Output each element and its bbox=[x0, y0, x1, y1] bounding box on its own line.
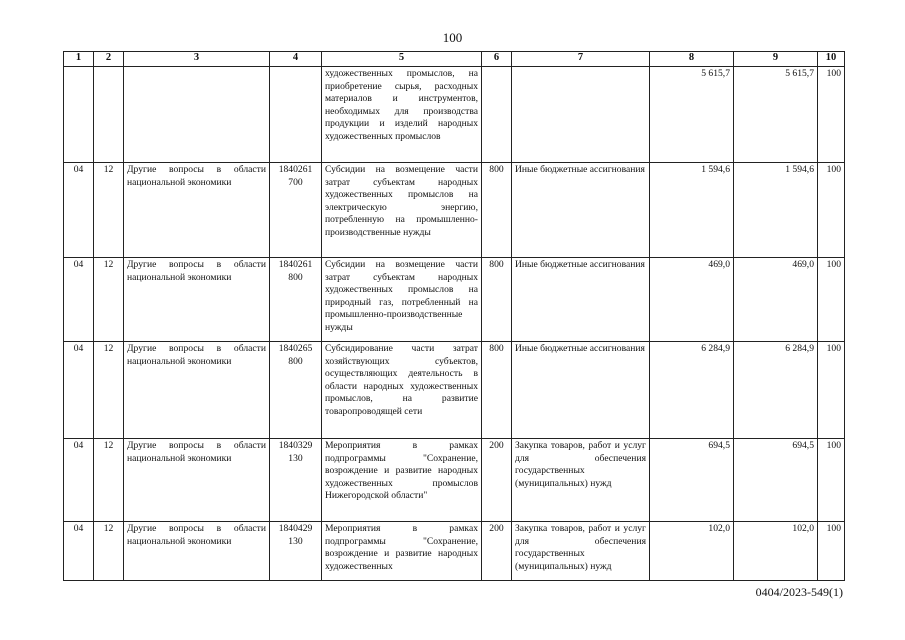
expense-type-name: Закупка товаров, работ и услуг для обеспечения государственных (муниципальных) нужд bbox=[512, 522, 650, 581]
table-row bbox=[64, 258, 845, 342]
amount-planned: 1 594,6 bbox=[650, 163, 734, 258]
amount-executed: 469,0 bbox=[734, 258, 818, 342]
section-code: 04 bbox=[64, 163, 94, 258]
expense-type-code bbox=[482, 67, 512, 163]
subsection-code: 12 bbox=[94, 258, 124, 342]
document-code: 0404/2023-549(1) bbox=[755, 585, 843, 599]
target-article bbox=[270, 67, 322, 163]
amount-planned: 102,0 bbox=[650, 522, 734, 581]
subsection-code: 12 bbox=[94, 342, 124, 439]
expense-type-name: Иные бюджетные ассигнования bbox=[512, 342, 650, 439]
table-row bbox=[64, 439, 845, 522]
article-description: Субсидии на возмещение части затрат субъектам народных художественных промыслов на природный газ, потребленный на промышленно-производственные нужды bbox=[322, 258, 482, 342]
percent-executed: 100 bbox=[818, 67, 845, 163]
expense-type-code: 200 bbox=[482, 522, 512, 581]
amount-planned: 5 615,7 bbox=[650, 67, 734, 163]
section-name: Другие вопросы в области национальной экономики bbox=[124, 258, 270, 342]
percent-executed: 100 bbox=[818, 258, 845, 342]
header-row bbox=[64, 52, 845, 67]
percent-executed: 100 bbox=[818, 163, 845, 258]
amount-executed: 6 284,9 bbox=[734, 342, 818, 439]
expense-type-code: 800 bbox=[482, 163, 512, 258]
subsection-code bbox=[94, 67, 124, 163]
table-row bbox=[64, 163, 845, 258]
header-col-4: 4 bbox=[270, 52, 322, 67]
amount-executed: 5 615,7 bbox=[734, 67, 818, 163]
table-row bbox=[64, 67, 845, 163]
percent-executed: 100 bbox=[818, 342, 845, 439]
percent-executed: 100 bbox=[818, 522, 845, 581]
expense-type-name: Иные бюджетные ассигнования bbox=[512, 258, 650, 342]
expense-type-name: Закупка товаров, работ и услуг для обеспечения государственных (муниципальных) нужд bbox=[512, 439, 650, 522]
subsection-code: 12 bbox=[94, 163, 124, 258]
page-number: 100 bbox=[442, 30, 463, 45]
header-col-1: 1 bbox=[64, 52, 94, 67]
article-description: Субсидирование части затрат хозяйствующих субъектов, осуществляющих деятельность в области народных художественных промыслов, на развитие товаропроводящей сети bbox=[322, 342, 482, 439]
article-description: художественных промыслов, на приобретение сырья, расходных материалов и инструментов, необходимых для производства продукции и изделий народных художественных промыслов bbox=[322, 67, 482, 163]
budget-table bbox=[63, 51, 845, 581]
subsection-code: 12 bbox=[94, 522, 124, 581]
percent-executed: 100 bbox=[818, 439, 845, 522]
header-col-7: 7 bbox=[512, 52, 650, 67]
expense-type-code: 200 bbox=[482, 439, 512, 522]
section-code bbox=[64, 67, 94, 163]
amount-executed: 102,0 bbox=[734, 522, 818, 581]
subsection-code: 12 bbox=[94, 439, 124, 522]
article-description: Мероприятия в рамках подпрограммы "Сохранение, возрождение и развитие народных художественных промыслов Нижегородской области" bbox=[322, 439, 482, 522]
expense-type-code: 800 bbox=[482, 342, 512, 439]
target-article: 1840429 130 bbox=[270, 522, 322, 581]
article-description: Мероприятия в рамках подпрограммы "Сохранение, возрождение и развитие народных художественных bbox=[322, 522, 482, 581]
target-article: 1840261 700 bbox=[270, 163, 322, 258]
section-name bbox=[124, 67, 270, 163]
header-col-3: 3 bbox=[124, 52, 270, 67]
header-col-5: 5 bbox=[322, 52, 482, 67]
table-row bbox=[64, 342, 845, 439]
amount-planned: 469,0 bbox=[650, 258, 734, 342]
section-name: Другие вопросы в области национальной экономики bbox=[124, 439, 270, 522]
section-code: 04 bbox=[64, 522, 94, 581]
amount-planned: 694,5 bbox=[650, 439, 734, 522]
section-code: 04 bbox=[64, 342, 94, 439]
amount-executed: 694,5 bbox=[734, 439, 818, 522]
header-col-10: 10 bbox=[818, 52, 845, 67]
expense-type-name: Иные бюджетные ассигнования bbox=[512, 163, 650, 258]
section-code: 04 bbox=[64, 439, 94, 522]
table-row bbox=[64, 522, 845, 581]
header-col-2: 2 bbox=[94, 52, 124, 67]
amount-executed: 1 594,6 bbox=[734, 163, 818, 258]
target-article: 1840329 130 bbox=[270, 439, 322, 522]
section-name: Другие вопросы в области национальной экономики bbox=[124, 342, 270, 439]
target-article: 1840265 800 bbox=[270, 342, 322, 439]
header-col-8: 8 bbox=[650, 52, 734, 67]
expense-type-code: 800 bbox=[482, 258, 512, 342]
amount-planned: 6 284,9 bbox=[650, 342, 734, 439]
target-article: 1840261 800 bbox=[270, 258, 322, 342]
expense-type-name bbox=[512, 67, 650, 163]
section-code: 04 bbox=[64, 258, 94, 342]
header-col-6: 6 bbox=[482, 52, 512, 67]
section-name: Другие вопросы в области национальной экономики bbox=[124, 163, 270, 258]
article-description: Субсидии на возмещение части затрат субъектам народных художественных промыслов на электрическую энергию, потребленную на промышленно-производственные нужды bbox=[322, 163, 482, 258]
section-name: Другие вопросы в области национальной экономики bbox=[124, 522, 270, 581]
header-col-9: 9 bbox=[734, 52, 818, 67]
